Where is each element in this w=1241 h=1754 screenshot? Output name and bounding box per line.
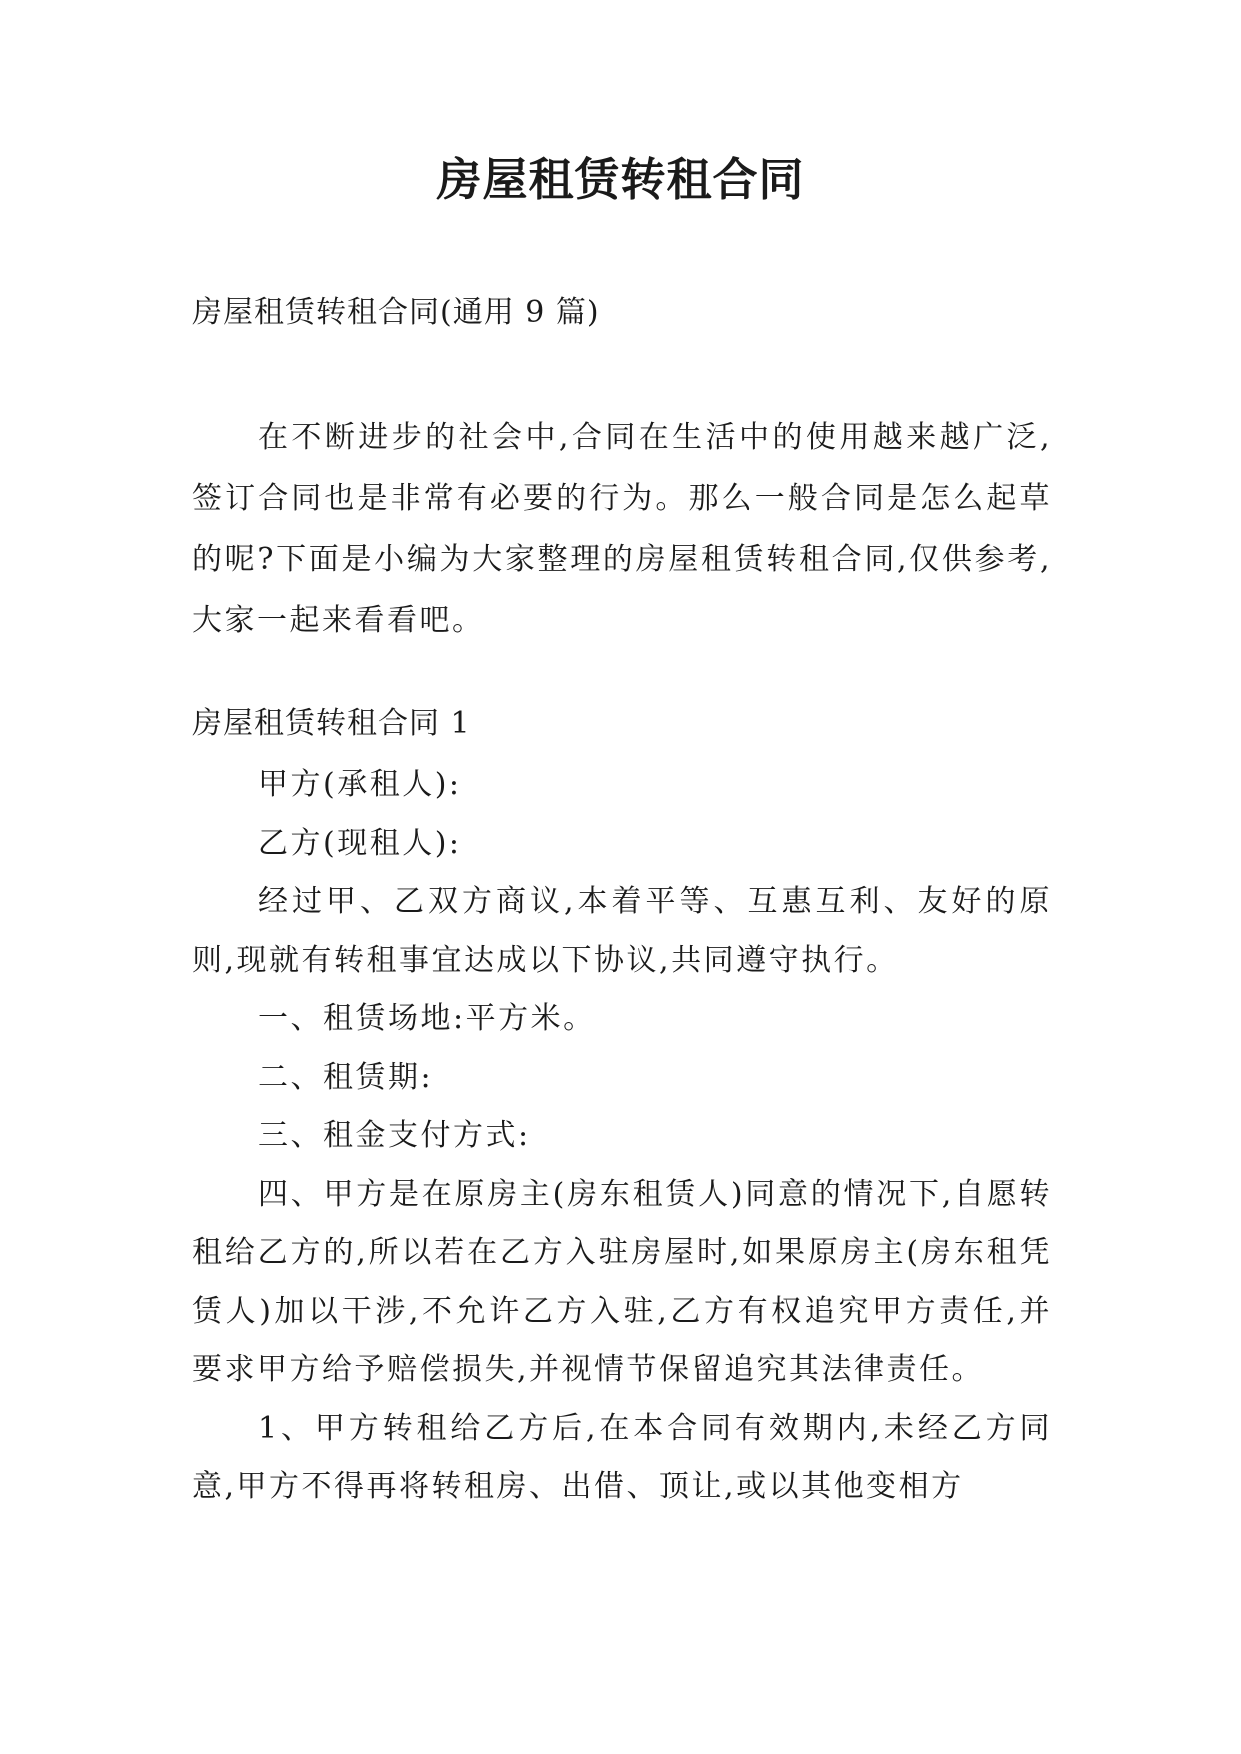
clause-3-payment: 三、租金支付方式: bbox=[258, 1118, 531, 1153]
intro-paragraph: 在不断进步的社会中,合同在生活中的使用越来越广泛,签订合同也是非常有必要的行为。那么一般合同是怎么起草的呢?下面是小编为大家整理的房屋租赁转租合同,仅供参考,大家一起来看看吧。 bbox=[192, 420, 1052, 638]
subclause-1: 1、甲方转租给乙方后,在本合同有效期内,未经乙方同意,甲方不得再将转租房、出借、顶让,或以其他变相方 bbox=[192, 1410, 1052, 1504]
clause-2-period: 二、租赁期: bbox=[258, 1059, 434, 1095]
agreement-preamble: 经过甲、乙双方商议,本着平等、互惠互利、友好的原则,现就有转租事宜达成以下协议,共同遵守执行。 bbox=[192, 884, 1052, 978]
document-title: 房屋租赁转租合同 bbox=[436, 153, 805, 206]
clause-1-area: 一、租赁场地:平方米。 bbox=[258, 1001, 596, 1036]
party-a-line: 甲方(承租人): bbox=[258, 767, 462, 802]
clause-4-consent: 四、甲方是在原房主(房东租赁人)同意的情况下,自愿转租给乙方的,所以若在乙方入驻房屋时,如果原房主(房东租凭赁人)加以干涉,不允许乙方入驻,乙方有权追究甲方责任,并要求甲方给予赔偿损失,并视情节保留追究其法律责任。 bbox=[192, 1176, 1052, 1387]
party-b-line: 乙方(现租人): bbox=[258, 825, 462, 861]
document-subtitle: 房屋租赁转租合同(通用 9 篇) bbox=[192, 295, 600, 330]
section-title: 房屋租赁转租合同 1 bbox=[192, 706, 471, 741]
contract-section-1 bbox=[192, 704, 1052, 1517]
